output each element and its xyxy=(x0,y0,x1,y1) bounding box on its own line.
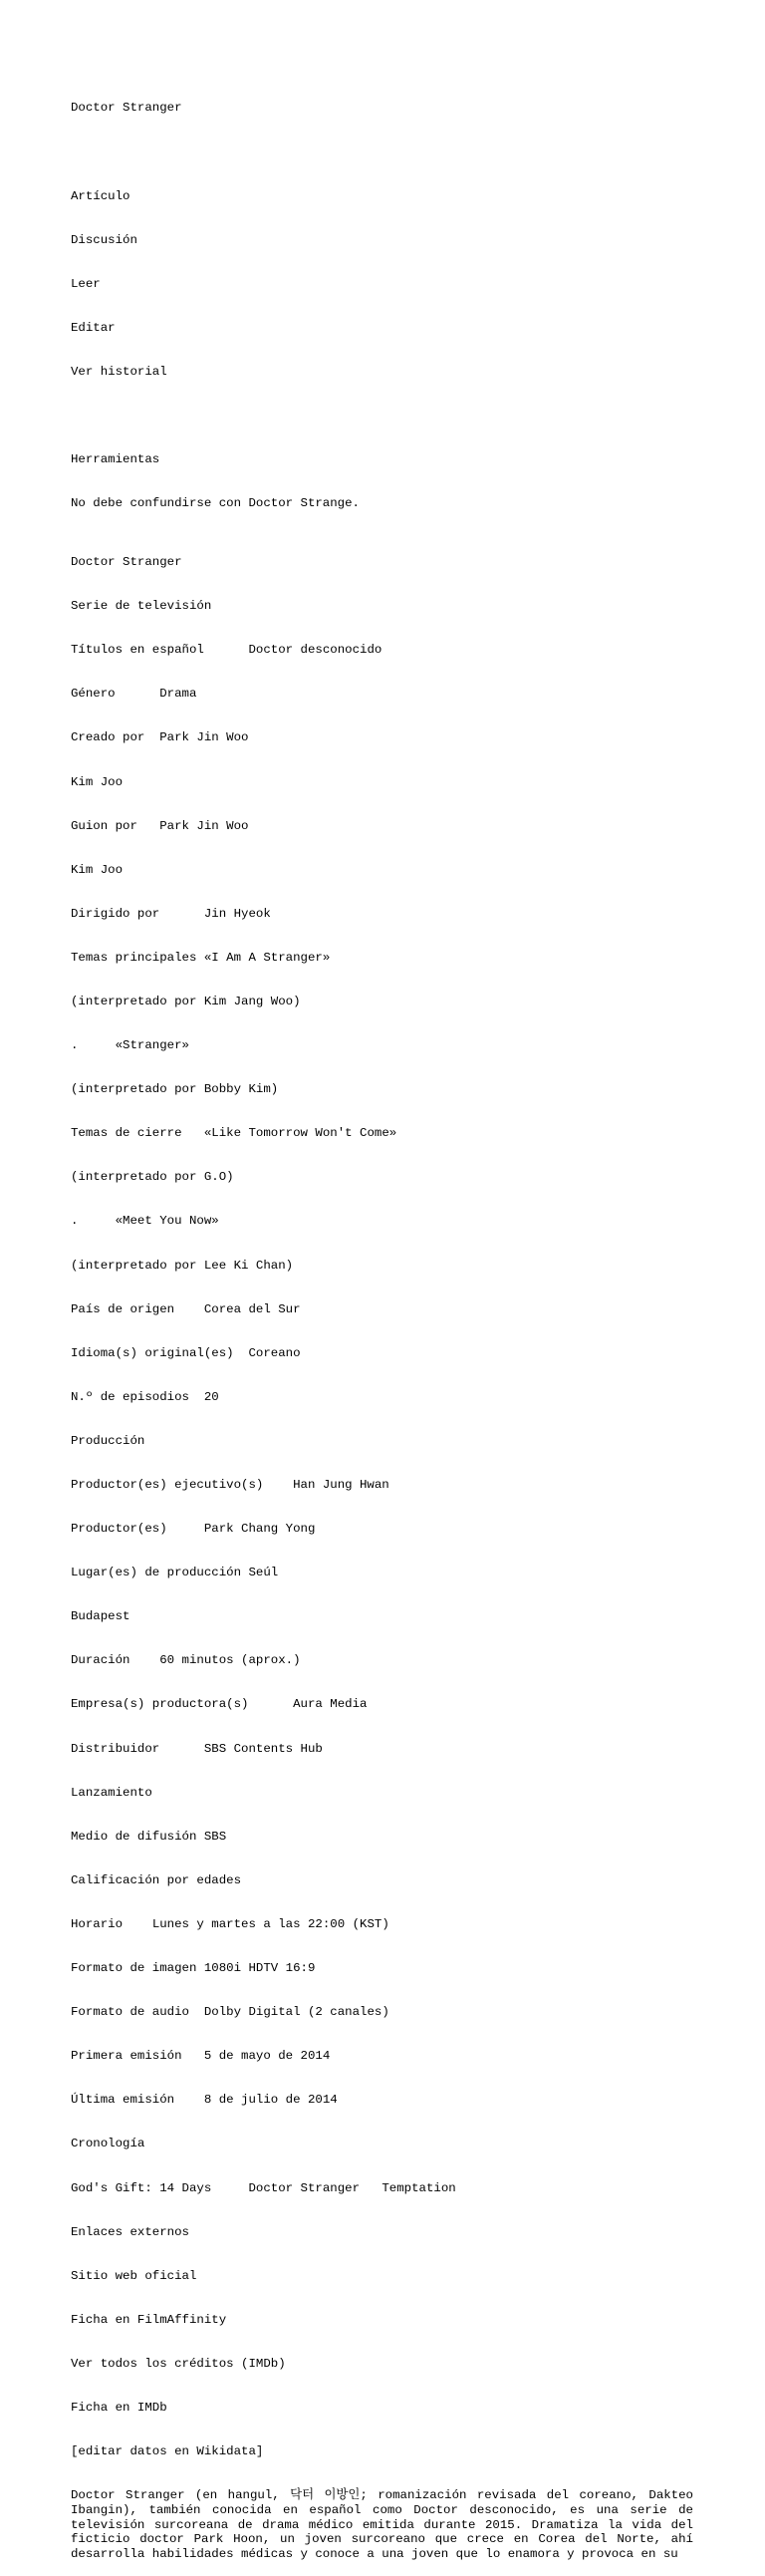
label: Formato de imagen xyxy=(71,1961,197,1976)
bullet: . xyxy=(71,1038,79,1053)
filmaffinity-link[interactable]: Ficha en FilmAffinity xyxy=(71,2312,227,2327)
infobox-produccion: Producción xyxy=(71,1433,145,1448)
value: 8 de julio de 2014 xyxy=(203,2093,338,2108)
label: Temas principales xyxy=(71,950,197,965)
tab-discusion[interactable]: Discusión xyxy=(71,232,137,247)
infobox-row-genero xyxy=(71,687,708,702)
infobox-temas-l3 xyxy=(71,1038,708,1053)
infobox-row-creado xyxy=(71,730,708,745)
infobox-row-imagen xyxy=(71,1961,708,1976)
current-series: Doctor Stranger xyxy=(248,2180,361,2195)
infobox-name: Doctor Stranger xyxy=(71,555,182,570)
imdb-link[interactable]: Ficha en IMDb xyxy=(71,2400,167,2415)
tab-editar[interactable]: Editar xyxy=(71,320,116,335)
infobox-row-distribuidor xyxy=(71,1742,708,1757)
label: Horario xyxy=(71,1916,124,1931)
infobox-row-cierre xyxy=(71,1126,708,1141)
value: 5 de mayo de 2014 xyxy=(203,2049,331,2064)
value: Jin Hyeok xyxy=(203,906,271,921)
value: Han Jung Hwan xyxy=(293,1478,389,1493)
label: Medio de difusión xyxy=(71,1829,197,1844)
value: Park Jin Woo xyxy=(159,730,249,745)
label: Género xyxy=(71,687,116,702)
infobox-temas-l2: (interpretado por Kim Jang Woo) xyxy=(71,994,301,1008)
infobox-row-medio xyxy=(71,1830,708,1845)
page-title: Doctor Stranger xyxy=(71,101,182,116)
value: «Stranger» xyxy=(115,1038,189,1053)
infobox-guion-2: Kim Joo xyxy=(71,862,124,877)
infobox-cierre-l3 xyxy=(71,1214,708,1229)
infobox-row-ejecutivo xyxy=(71,1478,708,1493)
infobox-kind: Serie de televisión xyxy=(71,599,212,614)
label: Productor(es) xyxy=(71,1522,167,1537)
infobox-row-titulos xyxy=(71,643,708,658)
infobox-row-episodios xyxy=(71,1390,708,1405)
label: Duración xyxy=(71,1653,130,1668)
official-site-link[interactable]: Sitio web oficial xyxy=(71,2268,197,2283)
value: 60 minutos (aprox.) xyxy=(159,1653,301,1668)
value: 20 xyxy=(203,1389,219,1404)
infobox-row-pais xyxy=(71,1302,708,1317)
sbs-link[interactable]: SBS xyxy=(203,1829,227,1844)
seul-link[interactable]: Seúl xyxy=(248,1566,279,1580)
infobox-row-audio xyxy=(71,2005,708,2020)
tools-menu[interactable]: Herramientas xyxy=(71,452,160,467)
infobox-row-productor xyxy=(71,1522,708,1537)
infobox-cronologia-row xyxy=(71,2181,708,2196)
tab-leer[interactable]: Leer xyxy=(71,276,101,291)
value: Doctor desconocido xyxy=(248,643,382,658)
idioma-link[interactable]: Coreano xyxy=(248,1345,301,1360)
infobox-row-idioma xyxy=(71,1346,708,1361)
value: 1080i HDTV 16:9 xyxy=(203,1961,316,1976)
infobox-row-primera xyxy=(71,2049,708,2064)
infobox-calificacion: Calificación por edades xyxy=(71,1872,242,1887)
value: SBS Contents Hub xyxy=(203,1741,323,1756)
budapest-link[interactable]: Budapest xyxy=(71,1609,130,1624)
label: N.º de episodios xyxy=(71,1389,189,1404)
infobox-row-guion xyxy=(71,819,708,834)
infobox-cronologia: Cronología xyxy=(71,2137,145,2151)
infobox-row-horario xyxy=(71,1917,708,1932)
bullet: . xyxy=(71,1214,79,1229)
prev-series-link[interactable]: God's Gift: 14 Days xyxy=(71,2180,212,2195)
genero-link[interactable]: Drama xyxy=(159,687,197,702)
value: «Meet You Now» xyxy=(115,1214,219,1229)
hatnote: No debe confundirse con Doctor Strange. xyxy=(71,496,360,511)
intro-paragraph: Doctor Stranger (en hangul, 닥터 이방인; romanización revisada del coreano, Dakteo Ibangin), también conocida en español como Doctor desconocido, es una serie de televisión surcoreana de drama médico emitida durante 2015. Dramatiza la vida del ficticio doctor Park Hoon, un joven surcoreano que crece en Corea del Norte, ahí desarrolla habilidades médicas y conoce a una joven que lo enamora y provoca en su xyxy=(71,2488,693,2561)
label: Idioma(s) original(es) xyxy=(71,1345,234,1360)
pais-link[interactable]: Corea del Sur xyxy=(203,1301,301,1316)
label: Guion por xyxy=(71,818,137,833)
infobox-cierre-l4: (interpretado por Lee Ki Chan) xyxy=(71,1258,294,1273)
infobox-row-empresa xyxy=(71,1697,708,1712)
label: Formato de audio xyxy=(71,2005,189,2020)
label: Creado por xyxy=(71,730,145,745)
infobox-temas-l4: (interpretado por Bobby Kim) xyxy=(71,1082,279,1097)
wikidata-edit-link[interactable]: [editar datos en Wikidata] xyxy=(71,2444,264,2459)
value: Aura Media xyxy=(293,1697,368,1712)
infobox-enlaces: Enlaces externos xyxy=(71,2224,189,2239)
value: Lunes y martes a las 22:00 (KST) xyxy=(151,1916,389,1931)
infobox-row-temas xyxy=(71,951,708,966)
infobox-cierre-l2: (interpretado por G.O) xyxy=(71,1170,234,1185)
label: Última emisión xyxy=(71,2093,175,2108)
value: Park Chang Yong xyxy=(203,1522,316,1537)
infobox-lanzamiento: Lanzamiento xyxy=(71,1785,152,1800)
label: Temas de cierre xyxy=(71,1126,182,1141)
infobox-row-lugar xyxy=(71,1566,708,1580)
tab-articulo[interactable]: Artículo xyxy=(71,188,130,203)
infobox-creado-2: Kim Joo xyxy=(71,774,124,789)
value: «Like Tomorrow Won't Come» xyxy=(203,1126,397,1141)
value: Dolby Digital (2 canales) xyxy=(203,2005,389,2020)
value: Park Jin Woo xyxy=(159,818,249,833)
imdb-credits-link[interactable]: Ver todos los créditos (IMDb) xyxy=(71,2356,286,2371)
label: Lugar(es) de producción xyxy=(71,1566,242,1580)
label: Empresa(s) productora(s) xyxy=(71,1697,249,1712)
value: «I Am A Stranger» xyxy=(203,950,331,965)
infobox-row-ultima xyxy=(71,2093,708,2108)
article-page xyxy=(71,72,708,2576)
label: País de origen xyxy=(71,1301,175,1316)
label: Dirigido por xyxy=(71,906,160,921)
tab-ver-historial[interactable]: Ver historial xyxy=(71,364,167,379)
infobox-row-dirigido xyxy=(71,907,708,922)
label: Distribuidor xyxy=(71,1741,160,1756)
next-series-link[interactable]: Temptation xyxy=(382,2180,456,2195)
label: Títulos en español xyxy=(71,643,204,658)
label: Productor(es) ejecutivo(s) xyxy=(71,1478,264,1493)
infobox-row-duracion xyxy=(71,1653,708,1668)
label: Primera emisión xyxy=(71,2049,182,2064)
